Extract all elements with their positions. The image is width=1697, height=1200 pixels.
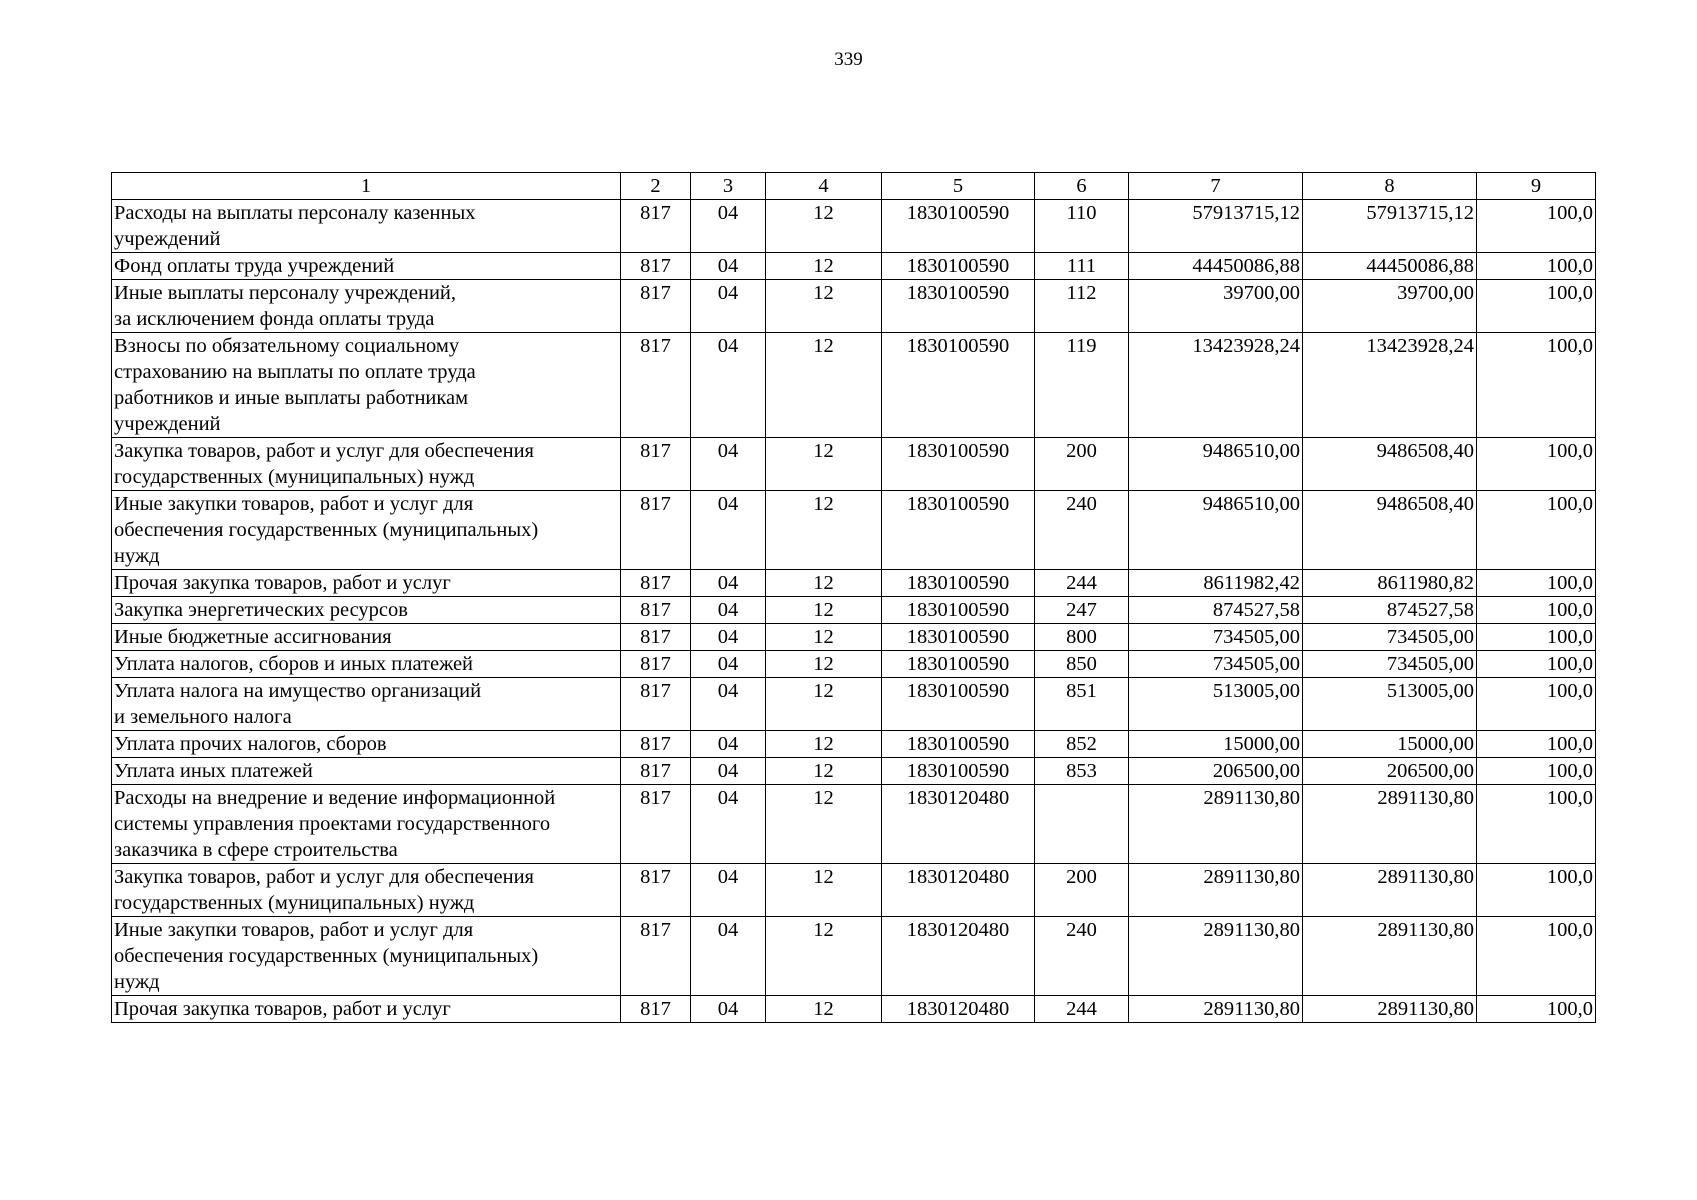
row-actual-amount-cell: 9486508,40 — [1303, 438, 1477, 491]
row-percent-cell: 100,0 — [1477, 333, 1596, 438]
row-name-cell: Иные выплаты персоналу учреждений, за исключением фонда оплаты труда — [112, 280, 621, 333]
row-percent-cell: 100,0 — [1477, 785, 1596, 864]
row-percent-cell: 100,0 — [1477, 678, 1596, 731]
row-subsection-cell: 12 — [766, 200, 882, 253]
row-grbs-cell: 817 — [621, 785, 691, 864]
row-percent-cell: 100,0 — [1477, 917, 1596, 996]
row-plan-amount-cell: 9486510,00 — [1129, 438, 1303, 491]
row-name-cell: Уплата прочих налогов, сборов — [112, 731, 621, 758]
row-grbs-cell: 817 — [621, 280, 691, 333]
row-subsection-cell: 12 — [766, 333, 882, 438]
column-header: 4 — [766, 173, 882, 200]
row-grbs-cell: 817 — [621, 253, 691, 280]
row-percent-cell: 100,0 — [1477, 731, 1596, 758]
row-percent-cell: 100,0 — [1477, 570, 1596, 597]
row-plan-amount-cell: 2891130,80 — [1129, 864, 1303, 917]
row-expense-type-cell: 119 — [1035, 333, 1129, 438]
row-grbs-cell: 817 — [621, 864, 691, 917]
row-section-cell: 04 — [691, 597, 766, 624]
row-percent-cell: 100,0 — [1477, 624, 1596, 651]
row-subsection-cell: 12 — [766, 624, 882, 651]
row-subsection-cell: 12 — [766, 785, 882, 864]
column-header: 6 — [1035, 173, 1129, 200]
row-percent-cell: 100,0 — [1477, 438, 1596, 491]
row-name-cell: Закупка энергетических ресурсов — [112, 597, 621, 624]
column-header: 9 — [1477, 173, 1596, 200]
row-expense-type-cell: 110 — [1035, 200, 1129, 253]
row-actual-amount-cell: 2891130,80 — [1303, 996, 1477, 1023]
row-actual-amount-cell: 874527,58 — [1303, 597, 1477, 624]
row-name-cell: Закупка товаров, работ и услуг для обеспечения государственных (муниципальных) нужд — [112, 864, 621, 917]
row-actual-amount-cell: 734505,00 — [1303, 651, 1477, 678]
row-expense-type-cell: 244 — [1035, 570, 1129, 597]
budget-table — [111, 172, 1596, 1023]
row-percent-cell: 100,0 — [1477, 651, 1596, 678]
row-grbs-cell: 817 — [621, 651, 691, 678]
row-plan-amount-cell: 2891130,80 — [1129, 917, 1303, 996]
row-name-cell: Фонд оплаты труда учреждений — [112, 253, 621, 280]
row-actual-amount-cell: 15000,00 — [1303, 731, 1477, 758]
table-row — [112, 491, 1596, 570]
column-header: 8 — [1303, 173, 1477, 200]
row-percent-cell: 100,0 — [1477, 597, 1596, 624]
row-plan-amount-cell: 39700,00 — [1129, 280, 1303, 333]
row-grbs-cell: 817 — [621, 491, 691, 570]
row-grbs-cell: 817 — [621, 438, 691, 491]
row-target-article-cell: 1830120480 — [882, 996, 1035, 1023]
row-expense-type-cell: 240 — [1035, 491, 1129, 570]
row-section-cell: 04 — [691, 624, 766, 651]
table-row — [112, 678, 1596, 731]
page-number: 339 — [834, 49, 863, 70]
row-subsection-cell: 12 — [766, 758, 882, 785]
row-section-cell: 04 — [691, 864, 766, 917]
row-expense-type-cell: 111 — [1035, 253, 1129, 280]
row-subsection-cell: 12 — [766, 651, 882, 678]
table-row — [112, 624, 1596, 651]
row-actual-amount-cell: 13423928,24 — [1303, 333, 1477, 438]
row-actual-amount-cell: 206500,00 — [1303, 758, 1477, 785]
row-plan-amount-cell: 13423928,24 — [1129, 333, 1303, 438]
table-row — [112, 333, 1596, 438]
row-grbs-cell: 817 — [621, 597, 691, 624]
row-grbs-cell: 817 — [621, 731, 691, 758]
row-target-article-cell: 1830100590 — [882, 333, 1035, 438]
row-actual-amount-cell: 2891130,80 — [1303, 864, 1477, 917]
row-plan-amount-cell: 8611982,42 — [1129, 570, 1303, 597]
row-name-cell: Прочая закупка товаров, работ и услуг — [112, 570, 621, 597]
row-section-cell: 04 — [691, 678, 766, 731]
row-actual-amount-cell: 2891130,80 — [1303, 785, 1477, 864]
row-name-cell: Закупка товаров, работ и услуг для обеспечения государственных (муниципальных) нужд — [112, 438, 621, 491]
row-plan-amount-cell: 44450086,88 — [1129, 253, 1303, 280]
row-name-cell: Расходы на внедрение и ведение информационной системы управления проектами государственного заказчика в сфере строительства — [112, 785, 621, 864]
row-expense-type-cell: 851 — [1035, 678, 1129, 731]
row-subsection-cell: 12 — [766, 864, 882, 917]
row-section-cell: 04 — [691, 333, 766, 438]
row-target-article-cell: 1830100590 — [882, 597, 1035, 624]
row-target-article-cell: 1830100590 — [882, 253, 1035, 280]
row-actual-amount-cell: 39700,00 — [1303, 280, 1477, 333]
row-plan-amount-cell: 2891130,80 — [1129, 996, 1303, 1023]
row-percent-cell: 100,0 — [1477, 280, 1596, 333]
row-plan-amount-cell: 206500,00 — [1129, 758, 1303, 785]
table-row — [112, 651, 1596, 678]
row-target-article-cell: 1830100590 — [882, 651, 1035, 678]
row-name-cell: Иные закупки товаров, работ и услуг для обеспечения государственных (муниципальных) нужд — [112, 491, 621, 570]
row-target-article-cell: 1830100590 — [882, 491, 1035, 570]
row-percent-cell: 100,0 — [1477, 996, 1596, 1023]
row-subsection-cell: 12 — [766, 996, 882, 1023]
row-section-cell: 04 — [691, 438, 766, 491]
table-row — [112, 917, 1596, 996]
row-expense-type-cell — [1035, 785, 1129, 864]
table-row — [112, 731, 1596, 758]
row-subsection-cell: 12 — [766, 491, 882, 570]
row-name-cell: Иные бюджетные ассигнования — [112, 624, 621, 651]
row-actual-amount-cell: 734505,00 — [1303, 624, 1477, 651]
table-row — [112, 570, 1596, 597]
row-name-cell: Прочая закупка товаров, работ и услуг — [112, 996, 621, 1023]
row-percent-cell: 100,0 — [1477, 200, 1596, 253]
row-plan-amount-cell: 9486510,00 — [1129, 491, 1303, 570]
row-section-cell: 04 — [691, 491, 766, 570]
row-section-cell: 04 — [691, 200, 766, 253]
table-row — [112, 758, 1596, 785]
row-grbs-cell: 817 — [621, 570, 691, 597]
row-section-cell: 04 — [691, 758, 766, 785]
row-name-cell: Уплата налогов, сборов и иных платежей — [112, 651, 621, 678]
row-target-article-cell: 1830100590 — [882, 280, 1035, 333]
row-percent-cell: 100,0 — [1477, 758, 1596, 785]
row-section-cell: 04 — [691, 253, 766, 280]
column-header: 3 — [691, 173, 766, 200]
row-grbs-cell: 817 — [621, 624, 691, 651]
row-actual-amount-cell: 44450086,88 — [1303, 253, 1477, 280]
table-body — [112, 200, 1596, 1023]
table-row — [112, 785, 1596, 864]
row-actual-amount-cell: 9486508,40 — [1303, 491, 1477, 570]
row-name-cell: Уплата иных платежей — [112, 758, 621, 785]
row-expense-type-cell: 800 — [1035, 624, 1129, 651]
row-section-cell: 04 — [691, 570, 766, 597]
row-expense-type-cell: 240 — [1035, 917, 1129, 996]
row-subsection-cell: 12 — [766, 570, 882, 597]
row-target-article-cell: 1830100590 — [882, 570, 1035, 597]
table-row — [112, 280, 1596, 333]
table-row — [112, 996, 1596, 1023]
row-grbs-cell: 817 — [621, 996, 691, 1023]
row-grbs-cell: 817 — [621, 758, 691, 785]
row-expense-type-cell: 244 — [1035, 996, 1129, 1023]
row-percent-cell: 100,0 — [1477, 491, 1596, 570]
row-grbs-cell: 817 — [621, 333, 691, 438]
table-row — [112, 864, 1596, 917]
row-expense-type-cell: 247 — [1035, 597, 1129, 624]
row-target-article-cell: 1830120480 — [882, 785, 1035, 864]
row-section-cell: 04 — [691, 651, 766, 678]
row-target-article-cell: 1830100590 — [882, 624, 1035, 651]
row-target-article-cell: 1830120480 — [882, 864, 1035, 917]
row-target-article-cell: 1830100590 — [882, 731, 1035, 758]
row-section-cell: 04 — [691, 731, 766, 758]
row-plan-amount-cell: 513005,00 — [1129, 678, 1303, 731]
row-grbs-cell: 817 — [621, 917, 691, 996]
row-actual-amount-cell: 2891130,80 — [1303, 917, 1477, 996]
row-plan-amount-cell: 15000,00 — [1129, 731, 1303, 758]
row-subsection-cell: 12 — [766, 280, 882, 333]
row-section-cell: 04 — [691, 996, 766, 1023]
row-percent-cell: 100,0 — [1477, 253, 1596, 280]
table-row — [112, 253, 1596, 280]
row-actual-amount-cell: 8611980,82 — [1303, 570, 1477, 597]
row-plan-amount-cell: 57913715,12 — [1129, 200, 1303, 253]
column-header: 2 — [621, 173, 691, 200]
row-expense-type-cell: 112 — [1035, 280, 1129, 333]
table-row — [112, 200, 1596, 253]
row-plan-amount-cell: 734505,00 — [1129, 624, 1303, 651]
column-header: 1 — [112, 173, 621, 200]
row-section-cell: 04 — [691, 785, 766, 864]
column-header: 7 — [1129, 173, 1303, 200]
row-plan-amount-cell: 734505,00 — [1129, 651, 1303, 678]
row-expense-type-cell: 853 — [1035, 758, 1129, 785]
row-grbs-cell: 817 — [621, 200, 691, 253]
row-plan-amount-cell: 2891130,80 — [1129, 785, 1303, 864]
row-target-article-cell: 1830100590 — [882, 200, 1035, 253]
row-subsection-cell: 12 — [766, 678, 882, 731]
row-percent-cell: 100,0 — [1477, 864, 1596, 917]
row-expense-type-cell: 850 — [1035, 651, 1129, 678]
row-section-cell: 04 — [691, 917, 766, 996]
row-grbs-cell: 817 — [621, 678, 691, 731]
row-target-article-cell: 1830100590 — [882, 438, 1035, 491]
row-actual-amount-cell: 57913715,12 — [1303, 200, 1477, 253]
row-actual-amount-cell: 513005,00 — [1303, 678, 1477, 731]
row-name-cell: Взносы по обязательному социальному страхованию на выплаты по оплате труда работников и иные выплаты работникам учреждений — [112, 333, 621, 438]
table-row — [112, 597, 1596, 624]
row-subsection-cell: 12 — [766, 253, 882, 280]
row-target-article-cell: 1830100590 — [882, 758, 1035, 785]
row-subsection-cell: 12 — [766, 917, 882, 996]
row-subsection-cell: 12 — [766, 438, 882, 491]
row-expense-type-cell: 200 — [1035, 864, 1129, 917]
row-name-cell: Расходы на выплаты персоналу казенных учреждений — [112, 200, 621, 253]
row-target-article-cell: 1830100590 — [882, 678, 1035, 731]
row-name-cell: Иные закупки товаров, работ и услуг для обеспечения государственных (муниципальных) нужд — [112, 917, 621, 996]
column-header: 5 — [882, 173, 1035, 200]
row-subsection-cell: 12 — [766, 731, 882, 758]
row-expense-type-cell: 200 — [1035, 438, 1129, 491]
header-row — [112, 173, 1596, 200]
row-subsection-cell: 12 — [766, 597, 882, 624]
row-expense-type-cell: 852 — [1035, 731, 1129, 758]
row-plan-amount-cell: 874527,58 — [1129, 597, 1303, 624]
row-target-article-cell: 1830120480 — [882, 917, 1035, 996]
row-section-cell: 04 — [691, 280, 766, 333]
row-name-cell: Уплата налога на имущество организаций и земельного налога — [112, 678, 621, 731]
table-row — [112, 438, 1596, 491]
